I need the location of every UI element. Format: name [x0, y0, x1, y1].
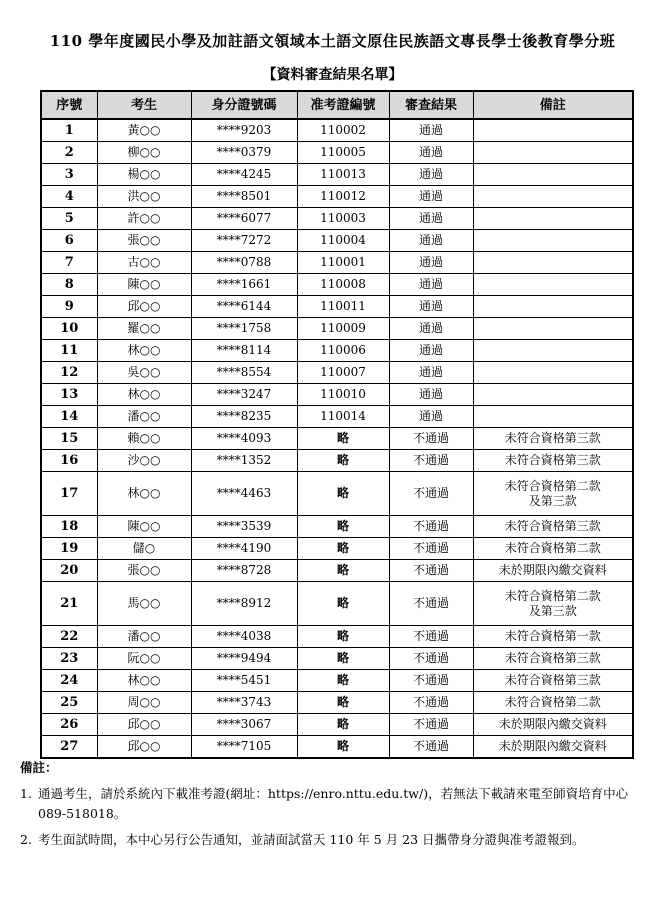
cell-id: ****3743 [191, 692, 297, 714]
cell-result: 不通過 [389, 472, 473, 516]
cell-seq: 3 [41, 164, 97, 186]
cell-seq: 2 [41, 142, 97, 164]
cell-id: ****7105 [191, 736, 297, 759]
cell-result: 不通過 [389, 582, 473, 626]
cell-note [473, 340, 633, 362]
cell-note [473, 362, 633, 384]
cell-id: ****6077 [191, 208, 297, 230]
table-row [41, 274, 633, 296]
cell-result: 通過 [389, 230, 473, 252]
cell-name: 沙○○ [97, 450, 191, 472]
note-item [20, 830, 645, 850]
cell-note: 未符合資格第三款 [473, 516, 633, 538]
table-row [41, 736, 633, 759]
cell-ticket: 110007 [297, 362, 389, 384]
table-row [41, 450, 633, 472]
cell-ticket: 略 [297, 516, 389, 538]
cell-note: 未符合資格第二款 [473, 538, 633, 560]
document-title: 110 學年度國民小學及加註語文領域本土語文原住民族語文專長學士後教育學分班 [49, 32, 616, 50]
cell-name: 羅○○ [97, 318, 191, 340]
note-item [20, 784, 645, 824]
cell-result: 通過 [389, 252, 473, 274]
table-row [41, 142, 633, 164]
cell-ticket: 略 [297, 560, 389, 582]
cell-id: ****4463 [191, 472, 297, 516]
note-text: 考生面試時間，本中心另行公告通知，並請面試當天 110 年 5 月 23 日攜帶身分證與准考證報到。 [38, 832, 585, 847]
cell-id: ****1352 [191, 450, 297, 472]
cell-ticket: 110008 [297, 274, 389, 296]
cell-note [473, 582, 633, 626]
cell-note-line: 及第三款 [528, 493, 577, 508]
notes-heading: 備註： [20, 760, 58, 775]
cell-note-line: 及第三款 [528, 603, 577, 618]
cell-note-line: 未符合資格第二款 [504, 478, 601, 493]
cell-ticket: 110013 [297, 164, 389, 186]
cell-id: ****0788 [191, 252, 297, 274]
cell-note: 未於期限內繳交資料 [473, 714, 633, 736]
cell-note [473, 142, 633, 164]
cell-name: 潘○○ [97, 626, 191, 648]
cell-result: 不通過 [389, 736, 473, 759]
cell-ticket: 略 [297, 538, 389, 560]
cell-seq: 25 [41, 692, 97, 714]
cell-id: ****4093 [191, 428, 297, 450]
cell-result: 通過 [389, 119, 473, 142]
cell-note [473, 164, 633, 186]
cell-ticket: 110011 [297, 296, 389, 318]
table-row [41, 516, 633, 538]
table-row [41, 230, 633, 252]
cell-name: 馬○○ [97, 582, 191, 626]
cell-id: ****9203 [191, 119, 297, 142]
cell-ticket: 略 [297, 714, 389, 736]
cell-result: 不通過 [389, 626, 473, 648]
cell-result: 通過 [389, 142, 473, 164]
cell-seq: 11 [41, 340, 97, 362]
cell-note: 未符合資格第三款 [473, 648, 633, 670]
cell-name: 柳○○ [97, 142, 191, 164]
cell-name: 陳○○ [97, 274, 191, 296]
cell-result: 通過 [389, 186, 473, 208]
table-row [41, 164, 633, 186]
cell-note [473, 252, 633, 274]
note-number: 1. [20, 786, 32, 801]
cell-id: ****8728 [191, 560, 297, 582]
table-row [41, 186, 633, 208]
cell-note [473, 186, 633, 208]
cell-note [473, 208, 633, 230]
cell-id: ****4245 [191, 164, 297, 186]
cell-id: ****0379 [191, 142, 297, 164]
table-row [41, 670, 633, 692]
cell-name: 陳○○ [97, 516, 191, 538]
cell-seq: 22 [41, 626, 97, 648]
cell-seq: 13 [41, 384, 97, 406]
table-row [41, 692, 633, 714]
cell-seq: 24 [41, 670, 97, 692]
table-row [41, 626, 633, 648]
cell-seq: 15 [41, 428, 97, 450]
cell-id: ****8114 [191, 340, 297, 362]
cell-name: 林○○ [97, 384, 191, 406]
cell-result: 通過 [389, 340, 473, 362]
cell-note [473, 230, 633, 252]
header-ticket: 准考證編號 [297, 91, 389, 119]
cell-note [473, 296, 633, 318]
cell-name: 周○○ [97, 692, 191, 714]
cell-seq: 7 [41, 252, 97, 274]
cell-ticket: 略 [297, 428, 389, 450]
cell-name: 邱○○ [97, 714, 191, 736]
table-row [41, 714, 633, 736]
table-row [41, 119, 633, 142]
cell-id: ****8235 [191, 406, 297, 428]
cell-ticket: 110001 [297, 252, 389, 274]
cell-name: 邱○○ [97, 296, 191, 318]
table-row [41, 648, 633, 670]
cell-seq: 1 [41, 119, 97, 142]
cell-name: 古○○ [97, 252, 191, 274]
cell-seq: 27 [41, 736, 97, 759]
cell-result: 通過 [389, 406, 473, 428]
cell-seq: 23 [41, 648, 97, 670]
cell-id: ****7272 [191, 230, 297, 252]
table-row [41, 384, 633, 406]
cell-id: ****8912 [191, 582, 297, 626]
cell-note: 未符合資格第二款 [473, 692, 633, 714]
document-subtitle: 【資料審查結果名單】 [262, 67, 403, 83]
cell-ticket: 略 [297, 582, 389, 626]
cell-result: 通過 [389, 296, 473, 318]
cell-id: ****9494 [191, 648, 297, 670]
cell-ticket: 略 [297, 472, 389, 516]
table-row [41, 560, 633, 582]
cell-note [473, 119, 633, 142]
cell-seq: 6 [41, 230, 97, 252]
cell-ticket: 110003 [297, 208, 389, 230]
cell-ticket: 110010 [297, 384, 389, 406]
cell-name: 吳○○ [97, 362, 191, 384]
cell-note: 未符合資格第一款 [473, 626, 633, 648]
cell-result: 通過 [389, 208, 473, 230]
cell-result: 不通過 [389, 516, 473, 538]
cell-id: ****3539 [191, 516, 297, 538]
cell-ticket: 110002 [297, 119, 389, 142]
note-number: 2. [20, 832, 32, 847]
cell-result: 通過 [389, 164, 473, 186]
cell-result: 不通過 [389, 428, 473, 450]
header-id: 身分證號碼 [191, 91, 297, 119]
cell-name: 阮○○ [97, 648, 191, 670]
cell-id: ****8501 [191, 186, 297, 208]
cell-id: ****5451 [191, 670, 297, 692]
cell-name: 黃○○ [97, 119, 191, 142]
cell-result: 通過 [389, 318, 473, 340]
cell-name: 儲○ [97, 538, 191, 560]
cell-name: 許○○ [97, 208, 191, 230]
cell-note [473, 274, 633, 296]
cell-id: ****8554 [191, 362, 297, 384]
cell-ticket: 110012 [297, 186, 389, 208]
cell-name: 賴○○ [97, 428, 191, 450]
cell-seq: 26 [41, 714, 97, 736]
cell-id: ****3067 [191, 714, 297, 736]
cell-name: 林○○ [97, 340, 191, 362]
cell-result: 通過 [389, 274, 473, 296]
cell-ticket: 110014 [297, 406, 389, 428]
cell-name: 楊○○ [97, 164, 191, 186]
cell-seq: 21 [41, 582, 97, 626]
cell-id: ****1758 [191, 318, 297, 340]
cell-seq: 19 [41, 538, 97, 560]
cell-note: 未符合資格第三款 [473, 670, 633, 692]
header-name: 考生 [97, 91, 191, 119]
cell-seq: 10 [41, 318, 97, 340]
table-row [41, 318, 633, 340]
cell-note [473, 472, 633, 516]
cell-seq: 17 [41, 472, 97, 516]
cell-result: 不通過 [389, 714, 473, 736]
note-text: 通過考生，請於系統內下載准考證(網址：https://enro.nttu.edu.tw/)，若無法下載請來電至師資培育中心 089-518018。 [38, 786, 629, 821]
table-row [41, 428, 633, 450]
cell-ticket: 110005 [297, 142, 389, 164]
header-seq: 序號 [41, 91, 97, 119]
cell-result: 通過 [389, 362, 473, 384]
cell-result: 不通過 [389, 648, 473, 670]
results-table [40, 90, 634, 759]
cell-seq: 9 [41, 296, 97, 318]
table-row [41, 406, 633, 428]
cell-ticket: 略 [297, 670, 389, 692]
cell-id: ****3247 [191, 384, 297, 406]
cell-name: 張○○ [97, 230, 191, 252]
cell-id: ****1661 [191, 274, 297, 296]
cell-result: 不通過 [389, 670, 473, 692]
cell-seq: 8 [41, 274, 97, 296]
cell-result: 不通過 [389, 450, 473, 472]
cell-ticket: 略 [297, 692, 389, 714]
cell-id: ****4190 [191, 538, 297, 560]
cell-result: 通過 [389, 384, 473, 406]
cell-name: 林○○ [97, 472, 191, 516]
table-header-row [41, 91, 633, 119]
cell-note [473, 318, 633, 340]
cell-seq: 4 [41, 186, 97, 208]
cell-note: 未符合資格第三款 [473, 450, 633, 472]
table-row [41, 472, 633, 516]
cell-ticket: 略 [297, 648, 389, 670]
header-note: 備註 [473, 91, 633, 119]
cell-note [473, 406, 633, 428]
cell-ticket: 110004 [297, 230, 389, 252]
cell-seq: 18 [41, 516, 97, 538]
cell-ticket: 110009 [297, 318, 389, 340]
table-body [41, 119, 633, 758]
cell-name: 張○○ [97, 560, 191, 582]
cell-seq: 14 [41, 406, 97, 428]
table-row [41, 252, 633, 274]
cell-note [473, 384, 633, 406]
cell-result: 不通過 [389, 538, 473, 560]
cell-seq: 5 [41, 208, 97, 230]
cell-id: ****4038 [191, 626, 297, 648]
table-row [41, 582, 633, 626]
table-row [41, 362, 633, 384]
table-row [41, 296, 633, 318]
cell-seq: 12 [41, 362, 97, 384]
cell-ticket: 略 [297, 736, 389, 759]
cell-note: 未符合資格第三款 [473, 428, 633, 450]
cell-result: 不通過 [389, 692, 473, 714]
table-row [41, 208, 633, 230]
table-row [41, 538, 633, 560]
cell-ticket: 略 [297, 626, 389, 648]
cell-note: 未於期限內繳交資料 [473, 560, 633, 582]
notes-section [20, 758, 645, 856]
cell-name: 邱○○ [97, 736, 191, 759]
cell-name: 林○○ [97, 670, 191, 692]
cell-note: 未於期限內繳交資料 [473, 736, 633, 759]
header-result: 審查結果 [389, 91, 473, 119]
cell-seq: 16 [41, 450, 97, 472]
cell-note-line: 未符合資格第二款 [504, 588, 601, 603]
table-row [41, 340, 633, 362]
cell-name: 洪○○ [97, 186, 191, 208]
cell-id: ****6144 [191, 296, 297, 318]
cell-ticket: 110006 [297, 340, 389, 362]
cell-result: 不通過 [389, 560, 473, 582]
cell-seq: 20 [41, 560, 97, 582]
cell-name: 潘○○ [97, 406, 191, 428]
cell-ticket: 略 [297, 450, 389, 472]
